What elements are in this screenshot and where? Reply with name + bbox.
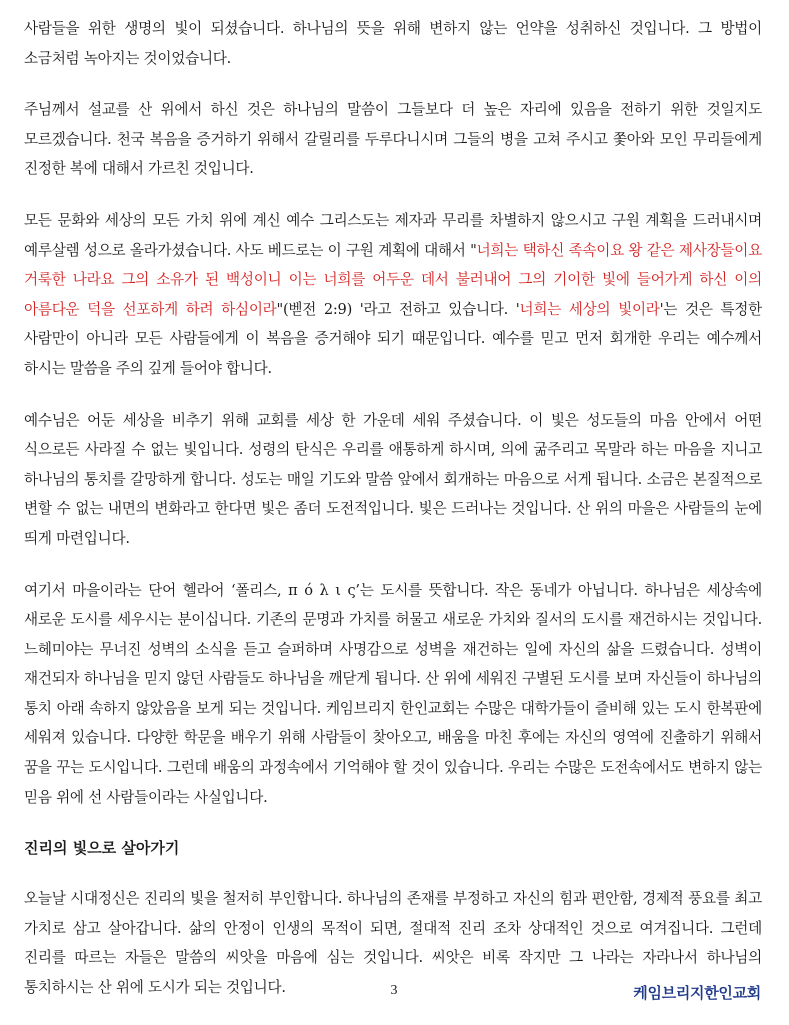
scripture-quote-light: 너희는 세상의 빛이라 [519, 300, 660, 318]
paragraph-6: 오늘날 시대정신은 진리의 빛을 철저히 부인합니다. 하나님의 존재를 부정하고 자신의 힘과 편안함, 경제적 풍요를 최고 가치로 삼고 살아갑니다. 삶의 안정이 인생의 목적이 되면, 절대적 진리 조차 상대적인 것으로 여겨집니다. 그런데 진리를 따르는 자들은 말씀의 씨앗을 마음에 심는 것입니다. 씨앗은 비록 작지만 그 나라는 자라나서 하나님의 통치하시는 산 위에 도시가 되는 것입니다. [24, 890, 762, 997]
paragraph-1: 사람들을 위한 생명의 빛이 되셨습니다. 하나님의 뜻을 위해 변하지 않는 언약을 성취하신 것입니다. 그 방법이 소금처럼 녹아지는 것이었습니다. [24, 20, 762, 67]
footer-church-name: 케임브리지한인교회 [633, 984, 761, 1002]
paragraph-3-text-b: "(벧전 2:9) '라고 전하고 있습니다. ' [276, 300, 520, 318]
paragraph-3-text-c: '는 것은 특정한 사람만이 아니라 모든 사람들에게 이 복음을 증거해야 되기 때문입니다. 예수를 믿고 먼저 회개한 우리는 예수께서 하시는 말씀을 주의 깊게 들어야 합니다. [24, 300, 762, 377]
paragraph-2: 주님께서 설교를 산 위에서 하신 것은 하나님의 말씀이 그들보다 더 높은 자리에 있음을 전하기 위한 것일지도 모르겠습니다. 천국 복음을 증거하기 위해서 갈릴리를 두루다니시며 그들의 병을 고쳐 주시고 쫓아와 모인 무리들에게 진정한 복에 대해서 가르친 것입니다. [24, 101, 762, 178]
paragraph-4: 예수님은 어둔 세상을 비추기 위해 교회를 세상 한 가운데 세워 주셨습니다. 이 빛은 성도들의 마음 안에서 어떤 식으로든 사라질 수 없는 빛입니다. 성령의 탄식은 우리를 애통하게 하시며, 의에 굶주리고 목말라 하는 마음을 지니고 하나님의 통치를 갈망하게 합니다. 성도는 매일 기도와 말씀 앞에서 회개하는 마음으로 서게 됩니다. 소금은 본질적으로 변할 수 없는 내면의 변화라고 한다면 빛은 좀더 도전적입니다. 빛은 드러나는 것입니다. 산 위의 마을은 사람들의 눈에 띄게 마련입니다. [24, 411, 762, 547]
paragraph-3-text-a: 모든 문화와 세상의 모든 가치 위에 계신 예수 그리스도는 제자과 무리를 차별하지 않으시고 구원 계획을 드러내시며 예루살렘 성으로 올라가셨습니다. 사도 베드로는 이 구원 계획에 대해서 " [24, 211, 762, 259]
section-heading: 진리의 빛으로 살아가기 [24, 839, 180, 858]
scripture-quote-peter: 너희는 택하신 족속이요 왕 같은 제사장들이요 거룩한 나라요 그의 소유가 된 백성이니 이는 너희를 어두운 데서 불러내어 그의 기이한 빛에 들어가게 하신 이의 아름다운 덕을 선포하게 하려 하심이라 [24, 241, 762, 318]
page-content [24, 14, 762, 1025]
page-number: 3 [390, 983, 398, 998]
paragraph-3 [24, 206, 762, 384]
paragraph-5: 여기서 마을이라는 단어 헬라어 ‘폴리스, π ό λ ι ς’는 도시를 뜻합니다. 작은 동네가 아닙니다. 하나님은 세상속에 새로운 도시를 세우시는 분이십니다. 기존의 문명과 가치를 허물고 새로운 가치와 질서의 도시를 재건하시는 것입니다. 느헤미야는 무너진 성벽의 소식을 듣고 슬퍼하며 사명감으로 성벽을 재건하는 일에 자신의 삶을 드렸습니다. 성벽이 재건되자 하나님을 믿지 않던 사람들도 하나님을 깨닫게 됩니다. 산 위에 세워진 구별된 도시를 보며 자신들이 하나님의 통치 아래 속하지 않았음을 보게 되는 것입니다. 케임브리지 한인교회는 수많은 대학가들이 즐비해 있는 도시 한복판에 세워져 있습니다. 다양한 학문을 배우기 위해 사람들이 찾아오고, 배움을 마친 후에는 자신의 영역에 진출하기 위해서 꿈을 꾸는 도시입니다. 그런데 배움의 과정속에서 기억해야 할 것이 있습니다. 우리는 수많은 도전속에서도 변하지 않는 믿음 위에 선 사람들이라는 사실입니다. [24, 581, 762, 806]
